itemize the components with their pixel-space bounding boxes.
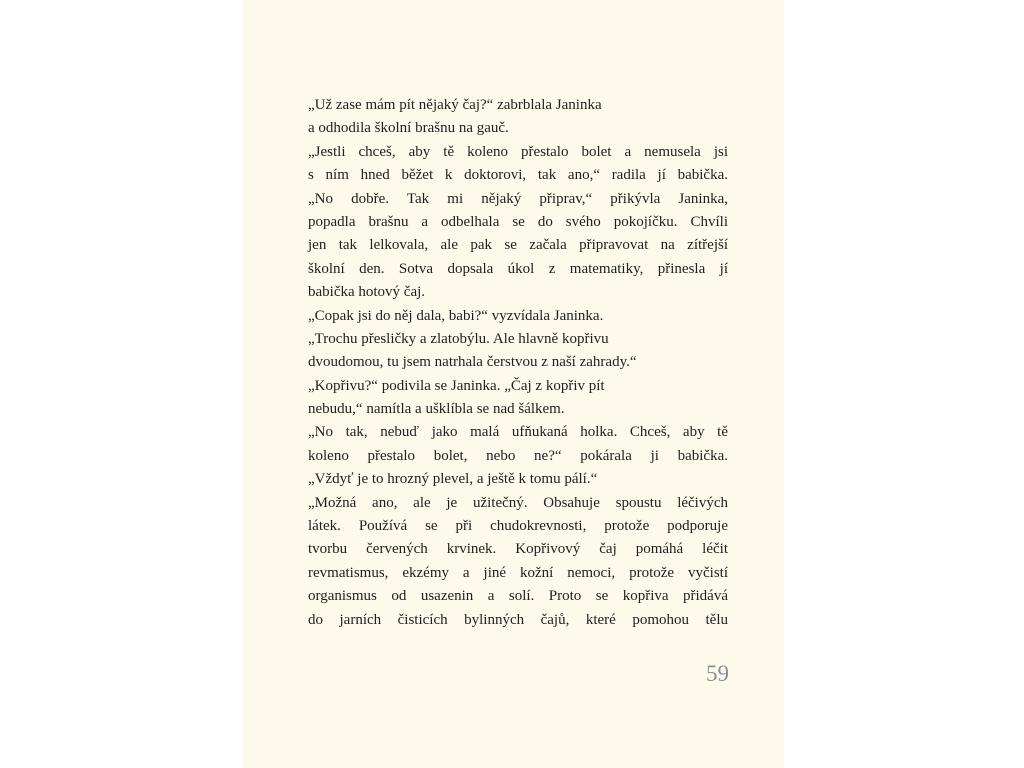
text-line: „No dobře. Tak mi nějaký připrav,“ přikývla Janinka, <box>308 190 728 207</box>
body-text <box>308 94 728 632</box>
text-line: tvorbu červených krvinek. Kopřivový čaj pomáhá léčit <box>308 541 728 558</box>
text-line: dvoudomou, tu jsem natrhala čerstvou z naší zahrady.“ <box>308 354 637 371</box>
text-line: koleno přestalo bolet, nebo ne?“ pokárala ji babička. <box>308 447 728 464</box>
text-line: „Copak jsi do něj dala, babi?“ vyzvídala Janinka. <box>308 307 604 324</box>
text-line: popadla brašnu a odbelhala se do svého pokojíčku. Chvíli <box>308 213 728 230</box>
text-line: s ním hned běžet k doktorovi, tak ano,“ radila jí babička. <box>308 167 728 184</box>
text-line: „No tak, nebuď jako malá ufňukaná holka. Chceš, aby tě <box>308 424 728 441</box>
text-line: a odhodila školní brašnu na gauč. <box>308 120 509 137</box>
text-line: nebudu,“ namítla a ušklíbla se nad šálkem. <box>308 401 565 418</box>
text-line: babička hotový čaj. <box>308 284 426 301</box>
text-line: „Už zase mám pít nějaký čaj?“ zabrblala Janinka <box>308 97 602 113</box>
text-line: látek. Používá se při chudokrevnosti, protože podporuje <box>308 518 728 535</box>
text-line: „Kopřivu?“ podivila se Janinka. „Čaj z kopřiv pít <box>308 377 605 394</box>
text-line: organismus od usazenin a solí. Proto se kopřiva přidává <box>308 588 728 605</box>
page-number: 59 <box>706 661 729 686</box>
text-line: revmatismus, ekzémy a jiné kožní nemoci, protože vyčistí <box>308 564 728 581</box>
book-page <box>242 0 784 768</box>
text-line: „Trochu přesličky a zlatobýlu. Ale hlavně kopřivu <box>308 330 609 347</box>
text-line: „Možná ano, ale je užitečný. Obsahuje spoustu léčivých <box>308 494 728 511</box>
text-line: „Jestli chceš, aby tě koleno přestalo bolet a nemusela jsi <box>308 143 728 160</box>
text-line: jen tak lelkovala, ale pak se začala připravovat na zítřejší <box>308 237 728 254</box>
text-line: školní den. Sotva dopsala úkol z matematiky, přinesla jí <box>308 260 728 277</box>
text-line: „Vždyť je to hrozný plevel, a ještě k tomu pálí.“ <box>308 471 598 488</box>
text-line: do jarních čisticích bylinných čajů, které pomohou tělu <box>308 611 728 628</box>
